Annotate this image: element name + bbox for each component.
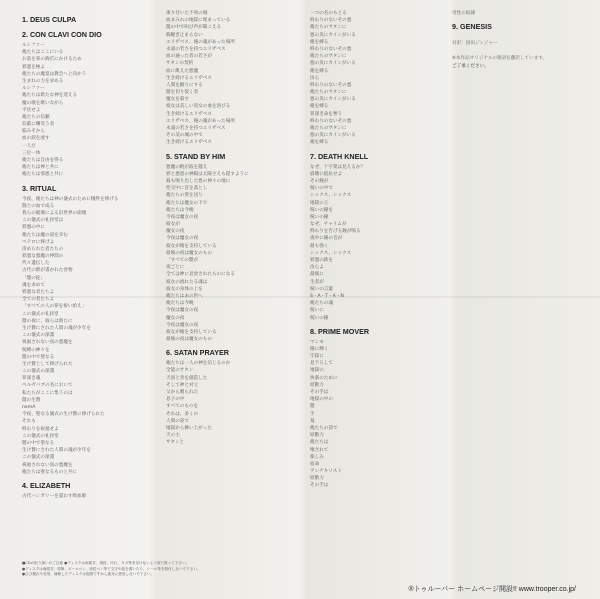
- lyric-line: 最後の夜は魔女のもの: [166, 250, 212, 256]
- song-title: 2. CON CLAVI CON DIO: [22, 30, 102, 39]
- note-line: ●ディスクは両面共、鉛筆、ボールペン、油性ペン等で文字や絵を書いたり、シール等を貼付しないで下さい。: [22, 566, 201, 571]
- song-title: 3. RITUAL: [22, 183, 57, 193]
- lyric-line: そして神と対立: [166, 382, 199, 388]
- lyric-line: 彼女の身体の上を: [166, 286, 203, 292]
- lyric-line: 父から贈られた: [166, 390, 199, 395]
- lyric-line: 彼女が俺を支持している: [166, 243, 217, 249]
- lyric-line: 今夜は魔女の夜: [166, 236, 199, 242]
- lyric-line: 古代の獣が書かれた巻物: [22, 268, 73, 274]
- column-3: [310, 10, 440, 494]
- lyric-line: 魔女の夜: [166, 315, 185, 321]
- lyric-line: その手は: [310, 390, 329, 395]
- lyric-line: 俺たちはここにいる: [22, 50, 64, 56]
- lyric-line: 我らの破壊による旧世界の崩壊: [22, 210, 87, 216]
- song-section: [22, 14, 152, 25]
- lyric-line: 牢獄に: [310, 354, 324, 360]
- lyric-line: 悪の災にカインがいる: [310, 97, 356, 103]
- lyric-line: 生き続けるエリザベス: [166, 140, 212, 146]
- lyric-line: 俺たちは邪悪と共に: [22, 172, 64, 178]
- lyric-line: 魔女の夜: [166, 229, 185, 235]
- lyric-line: 私たちがここに集うのは: [22, 390, 73, 396]
- lyric-line: すべてのものを: [166, 404, 199, 410]
- lyric-line: 罪深き命を奪う: [310, 111, 343, 117]
- lyric-line: 魂を求めて: [22, 282, 45, 288]
- lyric-line: ペテロに捧げよ: [22, 239, 55, 245]
- lyric-line: 血に飢えた悪魔: [166, 68, 199, 74]
- lyric-line: 悪の災にカインがいる: [310, 32, 356, 38]
- lyric-line: ベルゼバブの名において: [22, 383, 73, 389]
- lyric-line: 俺たちは魔女の下で: [166, 200, 208, 206]
- lyric-line: サタンと: [166, 440, 185, 446]
- lyric-line: 悪魔の帆が波を越え: [166, 164, 208, 170]
- lyric-line: 呪いの鐘: [310, 315, 329, 321]
- lyric-line: 俺たちは自由を得る: [22, 158, 64, 163]
- lyric-line: 宿命: [310, 461, 320, 467]
- song-section: [452, 10, 592, 17]
- lyric-line: 今夜、俺たちは神の儀式のために犠牲を捧げる: [22, 196, 119, 202]
- lyric-line: S・A・T・A・N: [310, 293, 344, 299]
- lyric-line: エリザベス、俺の魂があった場所: [166, 118, 235, 124]
- lyric-line: 呪いに: [310, 308, 324, 314]
- lyric-line: 「すべての人の罪を祓い給え」: [22, 304, 87, 310]
- song-section: [166, 151, 301, 344]
- song-title: 5. STAND BY HIM: [166, 151, 226, 161]
- lyric-line: 闘士の血で成る: [22, 203, 55, 209]
- lyric-line: 生者が: [310, 279, 324, 285]
- lyric-line: 終わりを祝福せよ: [22, 426, 59, 432]
- lyric-line: 古代ハンガリーを震わす吸血姫: [22, 493, 87, 499]
- lyric-line: 俺たちの魔宴は教会へと向かう: [22, 71, 87, 77]
- lyric-line: 陽に輝く: [310, 346, 329, 352]
- lyric-line: 清められた者たちの: [22, 246, 64, 252]
- lyric-line: 邪悪の中に: [22, 225, 45, 231]
- lyric-line: 俺たちのサタンに: [310, 90, 347, 96]
- lyric-line: 一つの名のもとる: [310, 11, 347, 16]
- lyric-line: 彼女が俺を支持している: [166, 329, 217, 335]
- lyric-line: 夜中に鐘の音が: [310, 236, 343, 242]
- lyric-line: 永遠の若さを持つエリザベス: [166, 126, 226, 131]
- lyric-line: 生け贄にされた人間の魂が少年を: [22, 325, 91, 331]
- lyric-line: 最後に: [310, 272, 324, 278]
- lyric-line: 呪縛の神々を: [22, 347, 50, 353]
- lyric-line: シックス、シックス: [310, 193, 352, 199]
- song-title: 9. GENESIS: [452, 22, 492, 32]
- lyric-line: 「すべての闇が: [166, 258, 199, 263]
- lyric-line: 全ての者たちよ: [22, 297, 55, 303]
- homepage-footer: ®トゥルーパー ホームページ開設!! www.trooper.co.jp/: [408, 586, 576, 593]
- lyric-line: 闇の中で聖なる: [22, 440, 55, 446]
- lyric-line: 彼女の流れたる魂は: [166, 279, 208, 285]
- lyric-line: 血まみれの地獄に埋まっている: [166, 18, 231, 24]
- lyric-line: 彼女が: [166, 222, 180, 228]
- lyric-line: 終わりのないその悪: [310, 82, 352, 88]
- lyric-line: 俺たちは神と共に: [22, 165, 59, 171]
- lyric-line: 祝福されない真の悪魔を: [22, 462, 73, 468]
- lyric-line: 汝らよ: [310, 265, 324, 271]
- lyric-line: 呪いの鐘を: [310, 207, 333, 213]
- song-section: [452, 21, 592, 32]
- lyric-line: この儀式の礼拝堂は: [22, 218, 64, 224]
- lyric-line: 俺を縛る: [310, 140, 329, 146]
- lyric-line: 地獄の中の: [310, 397, 333, 403]
- lyric-line: 地獄の: [310, 368, 324, 374]
- lyric-line: 彼女は美しい処女の血を浴びる: [166, 104, 231, 110]
- lyric-line: 闇を切り裂く者: [166, 90, 199, 96]
- lyric-line: 崩壊に抵抗せよ: [310, 171, 343, 177]
- lyric-line: 俺たちは一人の神を信じるのか: [166, 361, 231, 367]
- lyric-line: 俺たちは今晩: [166, 207, 194, 213]
- lyric-line: 手: [310, 411, 315, 417]
- lyric-line: アンチキリスト: [310, 469, 342, 475]
- note-line: ■CDの取り扱いのご注意 ●ディスクは両面共、指紋、汚れ、キズ等を付けないよう取り扱って下さい。: [22, 561, 190, 565]
- lyric-line: 俺たちの前で: [310, 425, 338, 431]
- lyric-line: 今夜は魔女の夜: [166, 214, 199, 220]
- lyric-line: 息子の中: [166, 397, 185, 403]
- lyric-line: 生き続けるエリザベス: [166, 75, 212, 81]
- song-section: [310, 10, 440, 147]
- lyric-line: エリザベス、俺の魂があった場所: [166, 39, 235, 45]
- lyric-line: 一人だ: [22, 143, 36, 149]
- song-section: [310, 151, 440, 322]
- translator-credit: 対訳：国田ジンジャー: [452, 41, 498, 47]
- lyric-line: 俺を縛る: [310, 104, 329, 110]
- lyric-line: 俺たちは新たな神を迎える: [22, 93, 78, 99]
- lyric-line: 今夜は魔女の夜: [166, 308, 199, 314]
- lyric-line: 楽しみ: [310, 454, 324, 460]
- song-title: 6. SATAN PRAYER: [166, 348, 229, 358]
- column-1: [22, 10, 152, 504]
- lyric-line: 原動力: [310, 433, 324, 439]
- lyric-line: 生け贄にされた人間の魂が少年を: [22, 448, 91, 454]
- lyric-line: この儀式の礼拝堂: [22, 311, 59, 317]
- lyric-line: 邪悪な悪魔の仲間の: [22, 254, 64, 260]
- lyric-line: 最も強く: [310, 243, 329, 249]
- lyric-line: 今夜、聖なる儀式の生け贄に捧げられた: [22, 412, 105, 418]
- song-section: [166, 10, 301, 147]
- lyric-line: この儀式の深淵: [22, 333, 55, 339]
- lyric-line: 魔女を殺す: [166, 97, 189, 103]
- song-section: [22, 183, 152, 476]
- song-section: [22, 29, 152, 179]
- lyric-line: 永遠の若さを持つエリザベス: [166, 46, 226, 52]
- lyric-line: 生まれの力を求める: [22, 78, 64, 84]
- lyric-line: 邪悪の鉄を: [310, 258, 333, 263]
- lyric-line: 闇の生贄: [22, 397, 41, 403]
- lyric-line: 荘厳に嘲笑う者: [22, 122, 55, 128]
- lyric-line: 呪いの鐘: [310, 214, 329, 220]
- lyric-line: 終わりのないその悪: [310, 46, 352, 52]
- lyric-line: 俺たちの信頼: [22, 114, 50, 120]
- lyric-line: この儀式の深淵: [22, 455, 55, 461]
- lyric-line: 俺を縛る: [310, 68, 329, 74]
- song-section: [310, 326, 440, 490]
- song-section: [22, 480, 152, 500]
- song-title: 8. PRIME MOVER: [310, 326, 370, 336]
- lyric-line: シックス、シックス: [310, 250, 352, 256]
- lyric-line: 俺たちは魔の道を歩む: [22, 232, 68, 238]
- handling-notes: [22, 561, 582, 578]
- lyric-line: 天国と善を創造した: [166, 375, 208, 381]
- lyric-line: 全能のサタン: [166, 368, 194, 374]
- lyric-line: 「闇の掟」: [22, 275, 45, 281]
- lyric-line: 原動力: [310, 476, 324, 482]
- lyric-line: 呪いの中で: [310, 186, 333, 192]
- lyric-line: なぜ、十字架は見えるか？: [310, 164, 365, 170]
- lyric-line: 夜ごとに: [166, 265, 185, 271]
- lyric-line: 血の涙を流す: [22, 136, 50, 142]
- lyric-line: 殺も鳴り出した悪の神々の地に: [166, 178, 231, 184]
- note-line: ●ひび割れや変形、補修したディスクは危険ですから絶対に使用しないで下さい。: [22, 572, 155, 577]
- lyric-line: 魔の歌を歌いながら: [22, 100, 64, 106]
- lyric-line: 脳みそから: [22, 129, 45, 135]
- lyric-line: 生き続けるエリザベス: [166, 111, 212, 117]
- translation-note-1: ※本作品オリジナルの歌詞を翻訳しています。: [452, 56, 548, 62]
- lyric-line: その手は: [310, 483, 329, 489]
- lyric-line: 俺たちは: [310, 440, 329, 446]
- column-2: [166, 10, 301, 451]
- lyric-line: 地獄から舞い上がった: [166, 425, 212, 431]
- lyric-line: 罪深き魂: [22, 376, 41, 382]
- lyric-line: 生け贄として捧げられた: [22, 361, 73, 367]
- lyric-line: 俺たちはあの世へ: [166, 293, 203, 299]
- lyric-line: この儀式の礼拝堂: [22, 433, 59, 439]
- lyric-line: 闇: [310, 404, 315, 410]
- lyric-line: お前を罪の鉤爪にかけるため: [22, 57, 82, 63]
- song-section: [166, 347, 301, 446]
- lyric-line: 俺たちの愛を送り: [166, 193, 203, 199]
- lyric-line: 代々遺伝した: [22, 261, 50, 267]
- lyric-line: 三位一体: [22, 150, 41, 156]
- lyric-line: 全ては神に見放されたものになる: [166, 272, 235, 278]
- lyric-line: サタンの契約: [166, 61, 194, 67]
- lyric-line: なぜ、チャイムが: [310, 222, 347, 228]
- lyric-line: マンモ: [310, 339, 324, 345]
- lyric-line: 邪と悪意の神殿は太陽さえも隠すように: [166, 171, 249, 177]
- lyric-line: 俺たちは今晩: [166, 301, 194, 307]
- column-4: [452, 10, 592, 70]
- lyric-line: 邪悪な者たちよ: [22, 290, 55, 295]
- lyric-line: 最後の夜は魔女のもの: [166, 337, 212, 343]
- lyric-line: 俺たちは聖なるものと共に: [22, 469, 78, 475]
- lyric-line: nemA: [22, 405, 36, 410]
- lyric-line: 終わりのないその悪: [310, 18, 352, 24]
- lyric-line: それは、多くの: [166, 411, 199, 417]
- song-title: 7. DEATH KNELL: [310, 151, 369, 161]
- lyric-line: 終わりを告げる鐘が鳴る: [310, 229, 361, 235]
- lyric-line: 俺たちのサタンに: [310, 25, 347, 31]
- lyric-line: 悪の災にカインがいる: [310, 133, 356, 139]
- lyric-line: 呪いの言葉: [310, 286, 333, 292]
- lyric-line: 人間を頼りにする: [166, 82, 203, 88]
- lyric-line: 胸騒ぎ止まらない: [166, 32, 203, 38]
- lyric-line: 汝ら: [310, 75, 320, 81]
- lyric-line: 地獄の王: [310, 200, 329, 206]
- lyric-line: 原動力: [310, 382, 324, 388]
- lyric-line: 終わりのないその悪: [310, 118, 352, 124]
- lyric-line: その美の城の中で: [166, 133, 203, 139]
- lyric-line: 祝福されない真の悪魔を: [22, 340, 73, 346]
- lyric-line: 凍り付いた不死の城: [166, 11, 208, 16]
- lyric-line: 俺たちのサタンに: [310, 126, 347, 131]
- lyric-line: 血の通った者の若さが: [166, 54, 212, 60]
- lyric-line: 闇の中で聖なる: [22, 354, 55, 360]
- lyric-line: ルシファー: [22, 43, 45, 48]
- lyric-line: 母性の奴隷: [452, 11, 475, 16]
- song-title: 1. DEUS CULPA: [22, 15, 77, 24]
- lyric-line: 見下ろして: [310, 361, 333, 367]
- lyric-line: 墓: [310, 418, 315, 424]
- lyric-line: 俺たちのサタンに: [310, 54, 347, 60]
- lyric-line: 今夜は魔女の夜: [166, 322, 199, 328]
- lyric-line: 平伏せよ: [22, 107, 41, 113]
- lyric-line: それも: [22, 419, 36, 425]
- lyric-line: 人間の姿で: [166, 418, 189, 424]
- lyric-line: 闇の夜に、彼らは新たに: [22, 318, 73, 324]
- song-title: 4. ELIZABETH: [22, 480, 71, 490]
- lyric-line: 快楽のために: [310, 375, 338, 381]
- lyric-line: 俺たちの魂: [310, 301, 333, 307]
- lyric-line: 悪の災にカインがいる: [310, 61, 356, 67]
- lyric-line: この儀式の深淵: [22, 369, 55, 375]
- lyric-line: 俺を縛る: [310, 39, 329, 45]
- lyric-line: その鐘が: [310, 178, 329, 184]
- lyric-line: 天の主: [166, 433, 180, 439]
- lyric-line: 壊されて: [310, 447, 329, 453]
- lyric-line: 闇の中で叫び声が聞こえる: [166, 25, 222, 31]
- lyric-line: 邪悪を極よ: [22, 64, 45, 70]
- lyric-line: ルシファー: [22, 86, 45, 92]
- lyric-line: 性交中に首を落とし: [166, 186, 208, 192]
- translation-note-2: ご了承ください。: [452, 63, 489, 69]
